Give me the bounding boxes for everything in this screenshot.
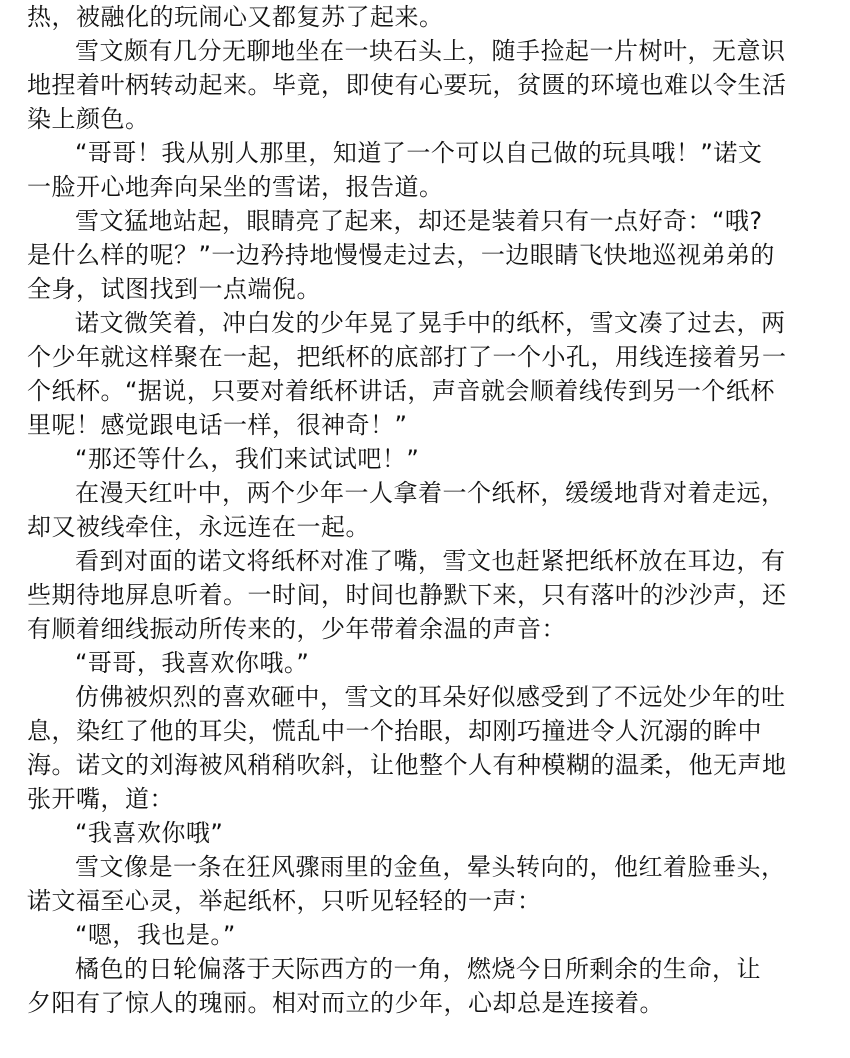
text-line: 个纸杯。“据说，只要对着纸杯讲话，声音就会顺着线传到另一个纸杯: [27, 377, 775, 405]
text-line: 橘色的日轮偏落于天际西方的一角，燃烧今日所剩余的生命，让: [75, 955, 761, 983]
text-line: 雪文颇有几分无聊地坐在一块石头上，随手捡起一片树叶，无意识: [75, 37, 786, 65]
text-line: 在漫天红叶中，两个少年一人拿着一个纸杯，缓缓地背对着走远，: [75, 479, 786, 507]
text-line: “哥哥！我从别人那里，知道了一个可以自己做的玩具哦！”诺文: [75, 139, 763, 167]
text-line: 一脸开心地奔向呆坐的雪诺，报告道。: [27, 173, 444, 201]
text-line: 海。诺文的刘海被风稍稍吹斜，让他整个人有种模糊的温柔，他无声地: [27, 751, 787, 779]
document-body: [27, 0, 827, 1020]
text-line: 看到对面的诺文将纸杯对准了嘴，雪文也赶紧把纸杯放在耳边，有: [75, 547, 786, 575]
text-line: 染上颜色。: [27, 105, 150, 133]
text-line: 全身，试图找到一点端倪。: [27, 275, 321, 303]
text-line: 雪文像是一条在狂风骤雨里的金鱼，晕头转向的，他红着脸垂头，: [75, 853, 786, 881]
text-line: 里呢！感觉跟电话一样，很神奇！”: [27, 411, 408, 439]
text-line: 却又被线牵住，永远连在一起。: [27, 513, 370, 541]
text-line: 诺文福至心灵，举起纸杯，只听见轻轻的一声：: [27, 887, 542, 915]
text-line: “我喜欢你哦”: [75, 819, 224, 847]
text-line: 地捏着叶柄转动起来。毕竟，即使有心要玩，贫匮的环境也难以令生活: [27, 71, 787, 99]
text-line: 些期待地屏息听着。一时间，时间也静默下来，只有落叶的沙沙声，还: [27, 581, 787, 609]
text-line: 是什么样的呢？”一边矜持地慢慢走过去，一边眼睛飞快地巡视弟弟的: [27, 241, 775, 269]
text-line: 雪文猛地站起，眼睛亮了起来，却还是装着只有一点好奇：“哦?: [75, 207, 763, 235]
text-line: 仿佛被炽烈的喜欢砸中，雪文的耳朵好似感受到了不远处少年的吐: [75, 683, 786, 711]
text-line: “哥哥，我喜欢你哦。”: [75, 649, 310, 677]
text-line: 个少年就这样聚在一起，把纸杯的底部打了一个小孔，用线连接着另一: [27, 343, 787, 371]
text-line: “嗯，我也是。”: [75, 921, 236, 949]
text-line: 诺文微笑着，冲白发的少年晃了晃手中的纸杯，雪文凑了过去，两: [75, 309, 786, 337]
text-line: “那还等什么，我们来试试吧！”: [75, 445, 420, 473]
text-line: 有顺着细线振动所传来的，少年带着余温的声音：: [27, 615, 566, 643]
text-line: 热，被融化的玩闹心又都复苏了起来。: [27, 3, 444, 31]
text-line: 张开嘴，道：: [27, 785, 174, 813]
text-line: 息，染红了他的耳尖，慌乱中一个抬眼，却刚巧撞进令人沉溺的眸中: [27, 717, 762, 745]
document-page: [27, 0, 827, 1020]
text-line: 夕阳有了惊人的瑰丽。相对而立的少年，心却总是连接着。: [27, 989, 664, 1017]
